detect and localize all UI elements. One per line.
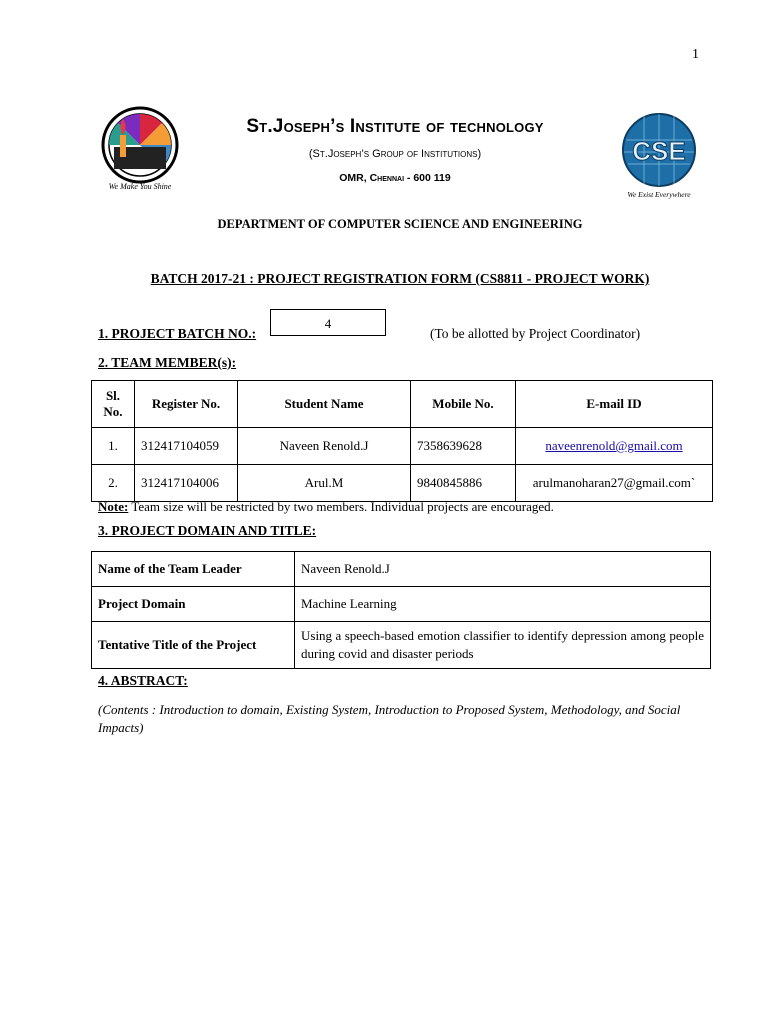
cse-logo xyxy=(614,110,704,200)
abstract-label: 4. ABSTRACT: xyxy=(98,673,188,688)
cse-logo-text: CSE xyxy=(632,136,686,166)
mobile-no-cell: 7358639628 xyxy=(411,428,516,465)
project-title-value: Using a speech-based emotion classifier to identify depression among people during covid and disaster periods xyxy=(295,622,711,669)
team-members-label: 2. TEAM MEMBER(s): xyxy=(98,355,237,370)
sl-no-cell: 2. xyxy=(92,465,135,502)
project-domain-label: 3. PROJECT DOMAIN AND TITLE: xyxy=(98,523,317,538)
team-size-note xyxy=(98,499,554,515)
note-label: Note: xyxy=(98,499,129,514)
team-leader-value: Naveen Renold.J xyxy=(295,552,711,587)
mobile-no-cell: 9840845886 xyxy=(411,465,516,502)
table-row xyxy=(92,552,711,587)
email-cell: arulmanoharan27@gmail.com` xyxy=(516,465,713,502)
field-label: Name of the Team Leader xyxy=(92,552,295,587)
table-row xyxy=(92,622,711,669)
project-batch-label: 1. PROJECT BATCH NO.: xyxy=(98,326,257,341)
field-label: Project Domain xyxy=(92,587,295,622)
logo-motto: We Make You Shine xyxy=(108,182,172,191)
register-no-cell: 312417104059 xyxy=(135,428,238,465)
column-header: Mobile No. xyxy=(411,381,516,428)
institute-logo xyxy=(100,105,180,195)
page-number: 1 xyxy=(692,47,699,62)
email-cell xyxy=(516,428,713,465)
form-title: BATCH 2017-21 : PROJECT REGISTRATION FORM (CS8811 - PROJECT WORK) xyxy=(150,271,650,286)
table-row xyxy=(92,587,711,622)
table-row xyxy=(92,428,713,465)
department-heading: DEPARTMENT OF COMPUTER SCIENCE AND ENGINEERING xyxy=(217,217,583,231)
team-members-table xyxy=(91,380,713,502)
institute-group: (St.Joseph’s Group of Institutions) xyxy=(308,148,482,160)
student-name-cell: Naveen Renold.J xyxy=(238,428,411,465)
abstract-contents: (Contents : Introduction to domain, Existing System, Introduction to Proposed System, Methodology, and Social Impacts) xyxy=(98,702,681,735)
register-no-cell: 312417104006 xyxy=(135,465,238,502)
email-link[interactable]: naveenrenold@gmail.com xyxy=(545,438,683,453)
field-label: Tentative Title of the Project xyxy=(92,622,295,669)
note-text: Team size will be restricted by two members. Individual projects are encouraged. xyxy=(128,499,554,514)
project-batch-field: 4 xyxy=(270,309,386,336)
student-name-cell: Arul.M xyxy=(238,465,411,502)
column-header: Sl. No. xyxy=(92,381,135,428)
project-batch-note: (To be allotted by Project Coordinator) xyxy=(430,326,641,341)
table-header-row xyxy=(92,381,713,428)
project-domain-value: Machine Learning xyxy=(295,587,711,622)
column-header: E-mail ID xyxy=(516,381,713,428)
column-header: Register No. xyxy=(135,381,238,428)
institute-address: OMR, Chennai - 600 119 xyxy=(339,172,451,184)
table-row xyxy=(92,465,713,502)
column-header: Student Name xyxy=(238,381,411,428)
sl-no-cell: 1. xyxy=(92,428,135,465)
cse-logo-motto: We Exist Everywhere xyxy=(627,190,691,199)
project-domain-table xyxy=(91,551,711,669)
institute-name: St.Joseph’s Institute of technology xyxy=(246,116,544,137)
